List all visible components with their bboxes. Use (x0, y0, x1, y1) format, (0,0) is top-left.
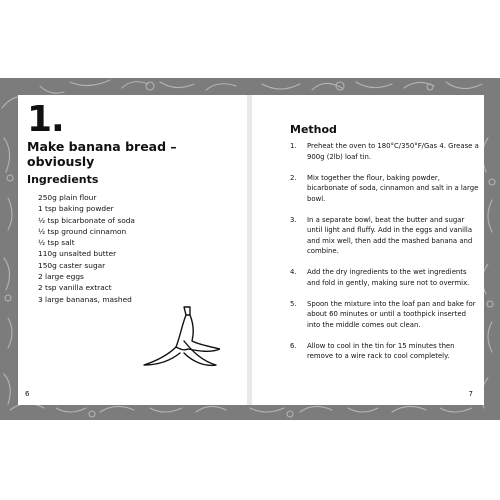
method-step (290, 299, 480, 331)
ingredient-item: 150g caster sugar (38, 260, 106, 270)
page-number-right: 7 (468, 390, 473, 398)
method-heading: Method (290, 123, 337, 136)
page-title (27, 139, 237, 169)
ingredient-item: ½ tsp salt (38, 238, 75, 248)
method-step (290, 215, 480, 257)
step-text: Add the dry ingredients to the wet ingredients and fold in gently, making sure not to overmix. (307, 268, 470, 287)
method-step (290, 341, 480, 362)
step-text: Mix together the flour, baking powder, bicarbonate of soda, cinnamon and salt in a large bowl. (307, 173, 479, 203)
ingredient-item: 110g unsalted butter (38, 249, 117, 259)
banana-peel-icon (140, 303, 220, 373)
method-step (290, 267, 480, 288)
ingredient-item: 250g plain flour (38, 193, 97, 202)
ingredient-item: ½ tsp bicarbonate of soda (38, 215, 135, 225)
step-text: Spoon the mixture into the loaf pan and bake for about 60 minutes or until a toothpick inserted into the middle comes out clean. (307, 299, 476, 329)
method-steps (290, 141, 480, 373)
ingredient-item: 2 tsp vanilla extract (38, 283, 112, 293)
step-number: 5. (290, 299, 297, 308)
step-number: 4. (290, 268, 297, 277)
step-text: Preheat the oven to 180°C/350°F/Gas 4. Grease a 900g (2lb) loaf tin. (307, 142, 479, 161)
left-page (18, 95, 247, 405)
ingredient-item: 2 large eggs (38, 272, 84, 282)
ingredients-heading: Ingredients (27, 173, 99, 186)
step-number: 1. (290, 142, 297, 150)
step-text: Allow to cool in the tin for 15 minutes then remove to a wire rack to cool completely. (307, 341, 455, 361)
chapter-number: 1. (27, 99, 64, 140)
method-step (290, 141, 480, 162)
title-line: obviously (27, 154, 95, 169)
right-page (252, 95, 484, 405)
step-number: 2. (290, 173, 297, 182)
ingredients-list (38, 192, 135, 305)
method-step (290, 173, 480, 205)
ingredient-item: ½ tsp ground cinnamon (38, 226, 127, 236)
step-text: In a separate bowl, beat the butter and sugar until light and fluffy. Add in the eggs and vanilla and mix well, then add the mashed banana and combine. (307, 215, 473, 256)
page-number-left: 6 (25, 390, 30, 398)
ingredient-item: 3 large bananas, mashed (38, 294, 132, 304)
step-number: 6. (290, 341, 297, 350)
step-number: 3. (290, 215, 297, 224)
title-line: Make banana bread – (27, 139, 177, 154)
ingredient-item: 1 tsp baking powder (38, 204, 114, 214)
